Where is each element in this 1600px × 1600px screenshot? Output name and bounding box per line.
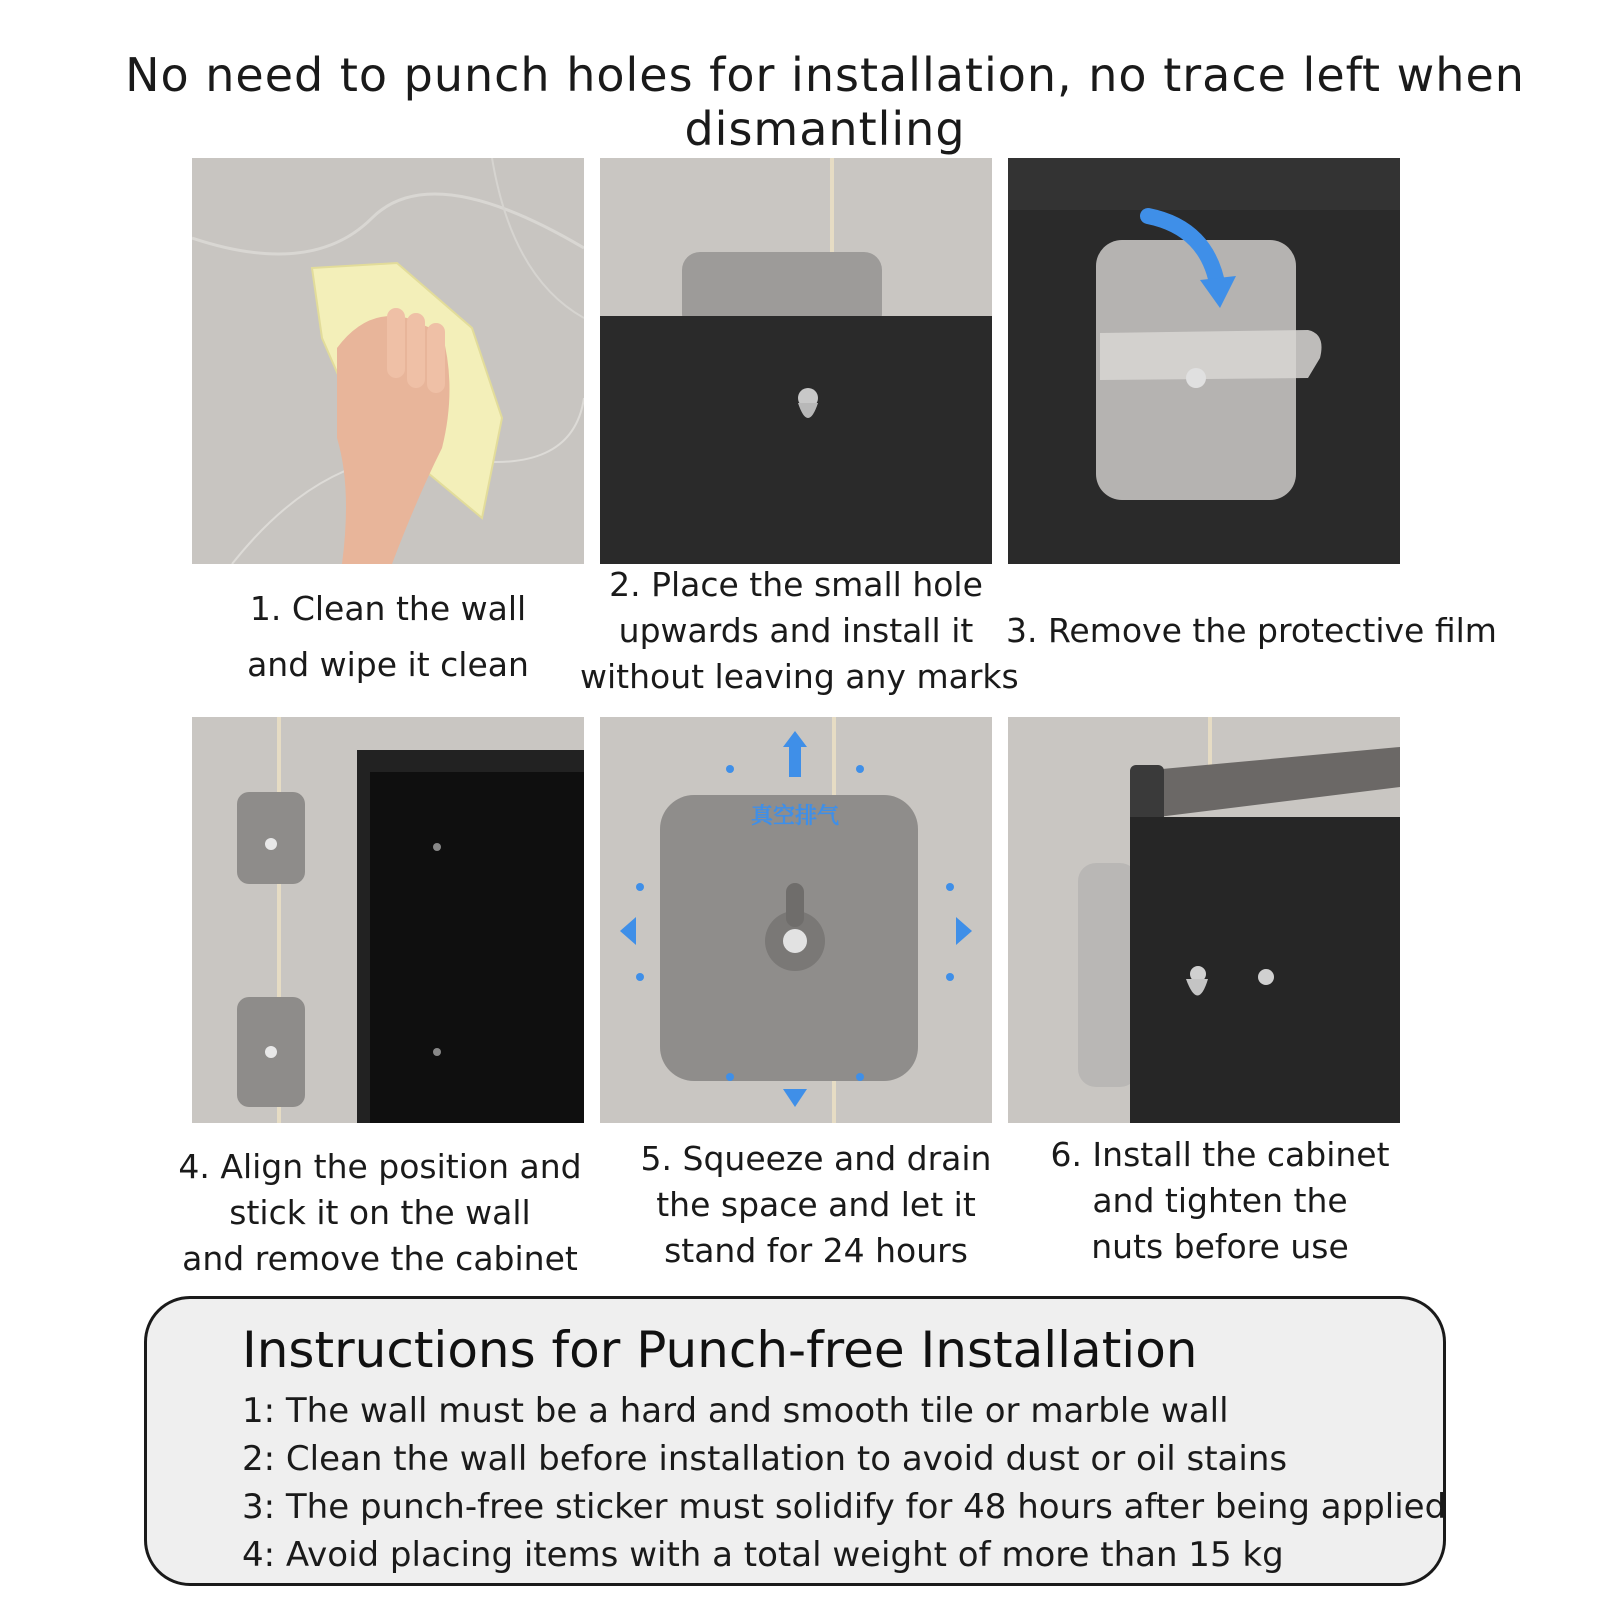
caption-line: without leaving any marks <box>580 657 1019 696</box>
step-3-caption <box>1006 608 1497 654</box>
caption-line: 2. Place the small hole <box>609 565 983 604</box>
instruction-item: 2: Clean the wall before installation to avoid dust or oil stains <box>242 1439 1288 1479</box>
instruction-item: 4: Avoid placing items with a total weight of more than 15 kg <box>242 1535 1284 1575</box>
step-6-image <box>1008 717 1400 1123</box>
caption-line: nuts before use <box>1091 1227 1349 1266</box>
caption-line: 6. Install the cabinet <box>1050 1135 1390 1174</box>
step-4-image <box>192 717 584 1123</box>
step-2-caption <box>580 562 1019 700</box>
caption-line: and remove the cabinet <box>182 1239 578 1278</box>
caption-line: 5. Squeeze and drain <box>640 1139 992 1178</box>
instruction-item: 3: The punch-free sticker must solidify for 48 hours after being applied <box>242 1487 1447 1527</box>
instruction-item: 1: The wall must be a hard and smooth tile or marble wall <box>242 1391 1229 1431</box>
instructions-title: Instructions for Punch-free Installation <box>242 1321 1198 1379</box>
caption-line: and tighten the <box>1092 1181 1348 1220</box>
step-1-image <box>192 158 584 564</box>
step-5-image <box>600 717 992 1123</box>
step-5-caption <box>606 1136 1026 1274</box>
step-6-caption <box>1020 1132 1420 1270</box>
step-3-image <box>1008 158 1400 564</box>
caption-line: upwards and install it <box>618 611 974 650</box>
step-2-image <box>600 158 992 564</box>
caption-line: stick it on the wall <box>229 1193 531 1232</box>
caption-line: 1. Clean the wall <box>249 589 527 628</box>
step-1-caption <box>200 586 576 688</box>
instructions-box <box>144 1296 1446 1586</box>
instructions-list <box>242 1387 1446 1579</box>
caption-line: stand for 24 hours <box>664 1231 968 1270</box>
caption-line: 4. Align the position and <box>178 1147 582 1186</box>
caption-line: 3. Remove the protective film <box>1006 611 1497 650</box>
page-headline: No need to punch holes for installation, no trace left when dismantling <box>125 48 1525 156</box>
vacuum-badge: 真空排气 <box>750 804 840 829</box>
caption-line: the space and let it <box>656 1185 976 1224</box>
caption-line: and wipe it clean <box>247 645 529 684</box>
step-4-caption <box>170 1144 590 1282</box>
